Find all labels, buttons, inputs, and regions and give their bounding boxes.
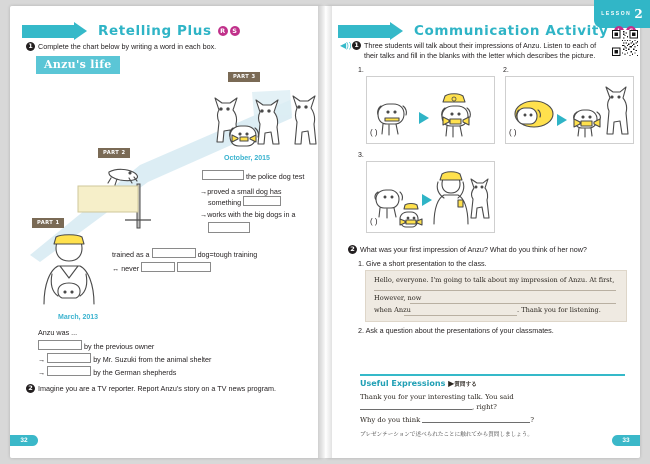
blank-p2-2[interactable]	[141, 262, 175, 272]
useful-expressions-block	[360, 374, 625, 438]
p1-r1: by the previous owner	[84, 342, 155, 351]
blank-p3-3[interactable]	[208, 222, 250, 233]
q1-text-left: Complete the chart below by writing a word in each box.	[38, 42, 217, 51]
speech-rule-3[interactable]	[404, 315, 517, 316]
skill-badge-speaking: S	[230, 26, 240, 36]
part3-date: October, 2015	[224, 155, 270, 162]
chart-title: Anzu's life	[36, 56, 120, 74]
illustration-anzu-before-after-3	[374, 168, 488, 228]
part3-line2: →proved a small dog has	[200, 187, 282, 196]
blank-p1-2[interactable]	[47, 353, 91, 363]
part1-lead: Anzu was ...	[38, 328, 78, 337]
right-q1-instruction	[352, 41, 627, 62]
useful-note-jp: プレゼンテーションで述べられたことに触れてから質問しましょう。	[360, 432, 533, 438]
part1-row2: → by Mr. Suzuki from the animal shelter	[38, 355, 212, 364]
speech-line-2: However, now	[374, 294, 422, 302]
useful-title-row: Useful Expressions ▶質問する	[360, 379, 477, 388]
page-number-right: 33	[612, 435, 640, 446]
retelling-plus-header	[22, 20, 240, 42]
answer-blank-3[interactable]: ( )	[370, 217, 378, 226]
p3-line2b-pre: something	[208, 198, 242, 207]
q2-sub1: 1. Give a short presentation to the class.	[358, 259, 487, 268]
audio-speaker-icon[interactable]: ◀))	[340, 41, 352, 50]
p1-r3: by the German shepherds	[93, 368, 177, 377]
q2-number-left: 2	[26, 384, 35, 393]
header-arrow-icon-right	[338, 25, 390, 38]
blank-p1-1[interactable]	[38, 340, 82, 350]
speech-line-3b: . Thank you for listening.	[517, 306, 601, 314]
skill-badge-reading: R	[218, 26, 228, 36]
useful-title-jp: 質問する	[454, 382, 477, 388]
part3-line2b	[208, 196, 281, 208]
part3-line3: →works with the big dogs in a	[200, 210, 296, 219]
pic-label-3: 3.	[358, 152, 364, 159]
useful-blank-2[interactable]	[422, 414, 530, 423]
useful-l2a: Why do you think	[360, 416, 421, 424]
part2-badge: PART 2	[98, 148, 130, 158]
communication-activity-header	[338, 20, 636, 42]
useful-divider	[360, 374, 625, 376]
blank-p3-2[interactable]	[243, 196, 281, 206]
part2-line1	[112, 248, 257, 260]
part2-line2: ↔ never	[112, 262, 211, 274]
useful-title: Useful Expressions	[360, 379, 446, 388]
answer-blank-2[interactable]: ( )	[509, 128, 517, 137]
p3-line1-post: the police dog test	[246, 172, 305, 181]
pic-label-2: 2.	[503, 67, 509, 74]
useful-line-1	[360, 393, 625, 411]
header-arrow-icon	[22, 25, 74, 38]
illustration-shepherds-with-anzu	[205, 82, 317, 148]
q2-text-left: Imagine you are a TV reporter. Report Anzu's story on a TV news program.	[38, 384, 277, 393]
speech-line-1: Hello, everyone. I'm going to talk about my impression of Anzu. At first,	[374, 276, 615, 284]
illustration-dog-jumping-hurdle	[95, 158, 165, 228]
speech-line-3a: when Anzu	[374, 306, 411, 314]
right-q2-instruction	[348, 245, 633, 255]
section-title-communication: Communication Activity	[414, 23, 609, 39]
p2-line1-pre: trained as a	[112, 250, 150, 259]
lesson-tab-word: LESSON	[601, 11, 632, 17]
useful-l2b: ?	[530, 416, 535, 424]
lesson-tab-number: 2	[634, 7, 643, 21]
part1-row3: → by the German shepherds	[38, 368, 177, 377]
blank-p3-1[interactable]	[202, 170, 244, 180]
section-title-retelling: Retelling Plus	[98, 23, 212, 39]
answer-blank-1[interactable]: ( )	[370, 128, 378, 137]
q1-number-left: 1	[26, 42, 35, 51]
skill-badges-left	[218, 26, 240, 36]
left-q1-instruction	[26, 42, 296, 52]
illustration-anzu-before-after-2	[512, 84, 628, 140]
p2-line2-pre: never	[121, 264, 140, 273]
blank-p1-3[interactable]	[47, 366, 91, 376]
part1-badge: PART 1	[32, 218, 64, 228]
q1-line2: their talks and fill in the blanks with the letter which describes the picture.	[364, 51, 596, 61]
useful-line-2	[360, 414, 625, 424]
left-q2-instruction	[26, 384, 306, 394]
speech-rule-1[interactable]	[374, 290, 616, 291]
blank-p2-1[interactable]	[152, 248, 196, 258]
p1-r2: by Mr. Suzuki from the animal shelter	[93, 355, 212, 364]
useful-l1a: Thank you for your interesting talk. You said	[360, 393, 514, 401]
part1-date: March, 2013	[58, 314, 99, 321]
pic-label-1: 1.	[358, 67, 364, 74]
book-gutter	[318, 6, 332, 458]
part3-badge: PART 3	[228, 72, 260, 82]
speech-rule-2[interactable]	[410, 303, 616, 304]
illustration-person-holding-puppy	[30, 228, 104, 306]
part1-row1	[38, 340, 154, 352]
q2-sub2: 2. Ask a question about the presentations of your classmates.	[358, 326, 554, 335]
blank-p2-3[interactable]	[177, 262, 211, 272]
part3-lines	[202, 170, 307, 184]
q2-text-right: What was your first impression of Anzu? What do you think of her now?	[360, 245, 587, 254]
page-number-left: 32	[10, 435, 38, 446]
q1-number-right: 1	[352, 41, 361, 50]
useful-blank-1[interactable]	[360, 401, 472, 410]
q2-number-right: 2	[348, 245, 357, 254]
p2-line1-mid: dog=tough training	[197, 250, 258, 259]
q1-line1: Three students will talk about their impressions of Anzu. Listen to each of	[364, 41, 597, 50]
p3-line3: works with the big dogs in a	[207, 210, 296, 219]
p3-line2: proved a small dog has	[207, 187, 282, 196]
useful-l1b: , right?	[472, 403, 497, 411]
illustration-anzu-before-after-1	[375, 84, 487, 140]
